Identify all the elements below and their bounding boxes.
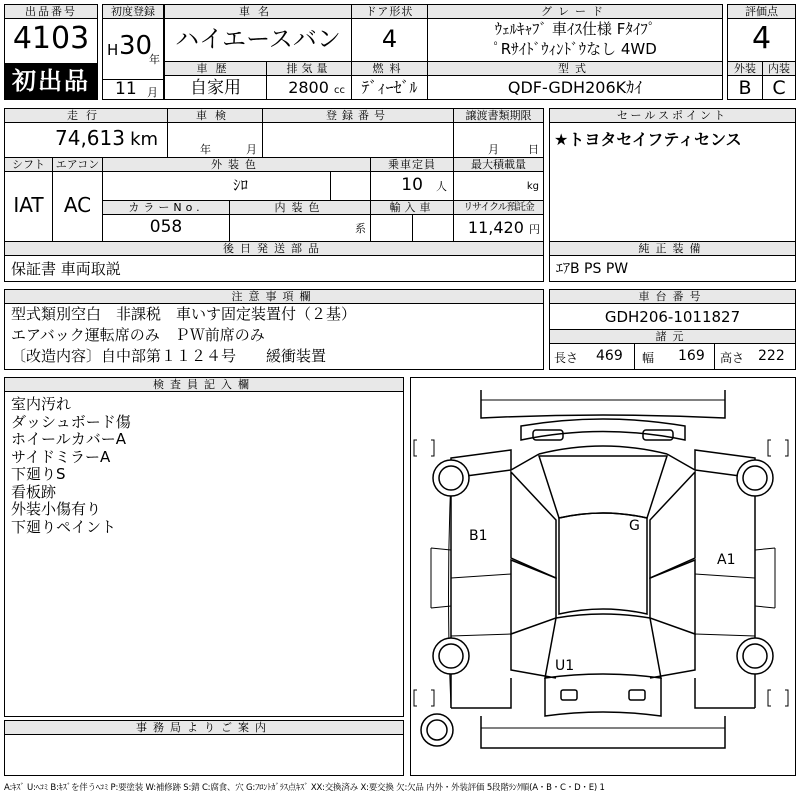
lot-number: 4103 [12, 21, 90, 56]
first-reg-era: H [107, 41, 119, 59]
capacity-value: 10 [401, 175, 423, 195]
mileage-unit: km [130, 129, 159, 150]
fuel-label: 燃料 [352, 62, 427, 76]
notes-label: 注意事項欄 [5, 290, 543, 304]
later-parts-label: 後日発送部品 [5, 242, 543, 256]
displacement-label: 排気量 [267, 62, 351, 76]
import-box [370, 200, 454, 242]
exterior-grade-box [727, 61, 763, 100]
chassis-value: GDH206-1011827 [604, 308, 741, 326]
grade-line-1: ｳｪﾙｷｬﾌﾞ 車ｲｽ仕様 Fﾀｲﾌﾟ [494, 20, 656, 38]
history-value: 自家用 [190, 78, 241, 98]
displacement-value: 2800 [288, 78, 329, 97]
inspection-month-unit: 月 [246, 143, 257, 156]
car-name-label: 車名 [165, 5, 351, 19]
doors-label: ドア形状 [352, 5, 427, 19]
fuel-box [351, 61, 428, 100]
genuine-equip-value: ｴｱB PS PW [556, 261, 629, 277]
transfer-day-unit: 日 [528, 143, 539, 156]
dims-box [549, 329, 796, 370]
shift-value: IAT [13, 193, 44, 217]
max-load-box [453, 157, 544, 201]
first-reg-year-unit: 年 [149, 53, 160, 66]
damage-mark-g: G [629, 518, 640, 534]
inspection-year-unit: 年 [200, 143, 211, 156]
history-box [164, 61, 267, 100]
inspection-box [167, 108, 263, 158]
recycle-label: リサイクル預託金 [454, 201, 543, 215]
aircon-box [52, 157, 103, 242]
first-reg-label: 初度登録 [103, 5, 163, 19]
inspector-label: 検査員記入欄 [5, 378, 403, 392]
grade-box [427, 4, 723, 62]
displacement-box [266, 61, 352, 100]
inspector-line: ダッシュボード傷 [11, 412, 131, 431]
color-no-label: カラーNo. [103, 201, 229, 215]
lot-box [4, 4, 98, 100]
interior-color-unit: 系 [355, 222, 366, 235]
dims-width-value: 169 [678, 348, 705, 364]
first-reg-month-unit: 月 [147, 86, 158, 99]
legend-text: A:ｷｽﾞ U:ﾍｺﾐ B:ｷｽﾞを伴うﾍｺﾐ P:要塗装 W:補修跡 S:錆 C:腐食、穴 G:ﾌﾛﾝﾄｶﾞﾗｽ点ｷｽﾞ XX:交換済み X:要交換 欠:欠品 内外・外装評価 5段階ﾗﾝｸ順(A・B・C・D・E) 1 [4, 783, 605, 793]
genuine-equip-box [549, 241, 796, 282]
chassis-label: 車台番号 [550, 290, 795, 304]
mileage-value: 74,613 [55, 126, 125, 150]
transfer-box [453, 108, 544, 158]
reg-number-label: 登録番号 [263, 109, 453, 123]
chassis-box [549, 289, 796, 330]
interior-grade-label: 内装 [763, 62, 795, 76]
car-name-value: ハイエースバン [175, 25, 341, 53]
dims-length-label: 長さ [554, 351, 579, 365]
notes-line-2: エアバック運転席のみ ＰＷ前席のみ [11, 326, 265, 344]
exterior-grade-label: 外装 [728, 62, 762, 76]
genuine-equip-label: 純正装備 [550, 242, 795, 256]
score-label: 評価点 [728, 5, 795, 19]
reg-number-box [262, 108, 454, 158]
dims-width-label: 幅 [642, 351, 655, 365]
first-reg-box [102, 4, 164, 100]
first-reg-year: 30 [119, 31, 153, 61]
capacity-box [370, 157, 454, 201]
damage-mark-b1: B1 [469, 528, 488, 544]
notes-line-3: 〔改造内容〕自中部第１１２４号 緩衝装置 [11, 347, 327, 365]
recycle-box [453, 200, 544, 242]
interior-grade-box [762, 61, 796, 100]
mileage-label: 走行 [5, 109, 167, 123]
displacement-unit: cc [334, 85, 345, 96]
notes-box [4, 289, 544, 370]
history-label: 車歴 [165, 62, 266, 76]
max-load-unit: kg [526, 181, 539, 192]
color-no-value: 058 [149, 217, 183, 237]
inspector-box [4, 377, 404, 717]
aircon-value: AC [63, 193, 92, 217]
color-no-box [102, 200, 230, 242]
recycle-unit: 円 [529, 223, 540, 236]
later-parts-box [4, 241, 544, 282]
doors-value: 4 [381, 25, 398, 53]
dims-label: 諸元 [550, 330, 795, 344]
import-label: 輸入車 [371, 201, 453, 215]
mileage-box [4, 108, 168, 158]
inspector-line: 外装小傷有り [11, 500, 102, 518]
interior-color-label: 内装色 [230, 201, 370, 215]
dims-height-label: 高さ [720, 351, 745, 365]
aircon-label: エアコン [53, 158, 102, 172]
capacity-label: 乗車定員 [371, 158, 453, 172]
first-listing-badge: 初出品 [5, 63, 97, 100]
max-load-label: 最大積載量 [454, 158, 543, 172]
exterior-color-label: 外装色 [103, 158, 370, 172]
capacity-unit: 人 [436, 180, 447, 193]
fuel-value: ﾃﾞｨｰｾﾞﾙ [361, 78, 418, 97]
car-name-box [164, 4, 352, 62]
score-value: 4 [751, 21, 772, 56]
model-box [427, 61, 723, 100]
inspector-line: 看板跡 [11, 482, 57, 501]
inspector-line: サイドミラーA [11, 447, 111, 466]
exterior-color-box [102, 157, 371, 201]
grade-label: グレード [428, 5, 722, 19]
inspector-line: 室内汚れ [11, 395, 72, 413]
sales-point-box [549, 108, 796, 242]
doors-box [351, 4, 428, 62]
car-outline-icon [411, 378, 795, 775]
transfer-month-unit: 月 [488, 143, 499, 156]
inspector-line: 下廻りペイント [11, 517, 117, 536]
car-diagram [410, 377, 796, 776]
interior-color-box [229, 200, 371, 242]
lot-label: 出品番号 [5, 5, 97, 19]
first-reg-month: 11 [115, 79, 137, 99]
interior-grade-value: C [772, 77, 786, 99]
grade-line-2: ﾟRｻｲﾄﾞｳｨﾝﾄﾞｳなし 4WD [493, 40, 657, 58]
office-label: 事務局よりご案内 [5, 721, 403, 735]
shift-label: シフト [5, 158, 52, 172]
damage-mark-u1: U1 [555, 658, 575, 674]
later-parts-value: 保証書 車両取説 [11, 260, 121, 278]
sales-point-label: セールスポイント [550, 109, 795, 123]
shift-box [4, 157, 53, 242]
sales-point-value: ★トヨタセイフティセンス [554, 130, 742, 149]
exterior-color-value: ｼﾛ [233, 176, 249, 194]
damage-mark-a1: A1 [717, 552, 736, 568]
model-value: QDF-GDH206Kｶｲ [507, 78, 643, 97]
dims-length-value: 469 [596, 348, 623, 364]
inspector-line: 下廻りS [11, 465, 66, 483]
office-box [4, 720, 404, 776]
notes-line-1: 型式類別空白 非課税 車いす固定装置付（２基） [11, 305, 357, 323]
recycle-value: 11,420 [467, 218, 524, 237]
exterior-grade-value: B [738, 77, 752, 99]
inspection-label: 車検 [168, 109, 262, 123]
score-box [727, 4, 796, 62]
dims-height-value: 222 [758, 348, 785, 364]
model-label: 型式 [428, 62, 722, 76]
inspector-line: ホイールカバーA [11, 430, 126, 448]
transfer-label: 譲渡書類期限 [454, 109, 543, 123]
